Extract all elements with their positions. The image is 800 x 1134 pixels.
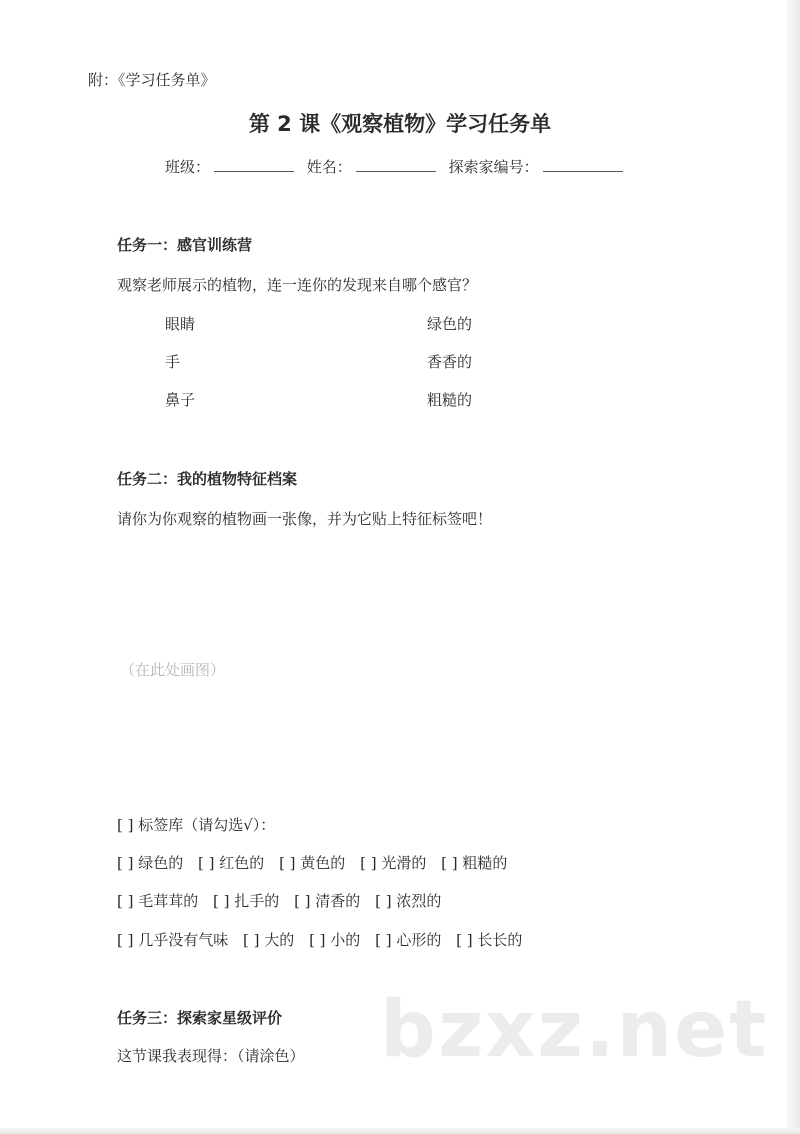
tag-checkbox[interactable]: [ ] 心形的 <box>375 931 442 949</box>
tag-checkbox[interactable]: [ ] 绿色的 <box>117 854 184 872</box>
tag-library-label[interactable]: [ ] 标签库（请勾选√）： <box>117 816 276 834</box>
page-bottom-edge <box>0 1128 800 1134</box>
class-label: 班级： <box>165 158 211 176</box>
sense-organ-item[interactable]: 手 <box>165 353 181 371</box>
task1-prompt: 观察老师展示的植物，连一连你的发现来自哪个感官？ <box>117 276 478 294</box>
sense-organ-item[interactable]: 眼睛 <box>165 315 196 333</box>
tag-checkbox[interactable]: [ ] 长长的 <box>456 931 523 949</box>
tag-checkbox[interactable]: [ ] 毛茸茸的 <box>117 892 199 910</box>
page-title: 第 2 课《观察植物》学习任务单 <box>248 112 552 136</box>
tag-checkbox[interactable]: [ ] 浓烈的 <box>375 892 442 910</box>
name-label: 姓名： <box>306 158 352 176</box>
tag-checkbox[interactable]: [ ] 大的 <box>243 931 295 949</box>
observation-item[interactable]: 绿色的 <box>427 315 473 333</box>
task2-prompt: 请你为你观察的植物画一张像，并为它贴上特征标签吧！ <box>117 510 493 528</box>
task3-heading: 任务三：探索家星级评价 <box>117 1009 283 1027</box>
tag-row <box>117 930 532 950</box>
task2-heading: 任务二：我的植物特征档案 <box>117 470 298 488</box>
tag-checkbox[interactable]: [ ] 小的 <box>309 931 361 949</box>
sense-organ-item[interactable]: 鼻子 <box>165 391 196 409</box>
tag-checkbox[interactable]: [ ] 几乎没有气味 <box>117 931 229 949</box>
tag-checkbox[interactable]: [ ] 清香的 <box>294 892 361 910</box>
tag-checkbox[interactable]: [ ] 扎手的 <box>213 892 280 910</box>
drawing-area-hint[interactable]: （在此处画图） <box>120 661 226 679</box>
appendix-label: 附：《学习任务单》 <box>88 71 216 89</box>
watermark: bzxz.net <box>380 985 769 1075</box>
tag-row <box>117 891 451 911</box>
tag-checkbox[interactable]: [ ] 红色的 <box>198 854 265 872</box>
tag-checkbox[interactable]: [ ] 光滑的 <box>360 854 427 872</box>
tag-row <box>117 853 517 873</box>
explorer-number-label: 探索家编号： <box>448 158 539 176</box>
class-blank[interactable] <box>214 157 294 172</box>
observation-item[interactable]: 香香的 <box>427 353 473 371</box>
student-info-line <box>165 157 631 177</box>
tag-checkbox[interactable]: [ ] 黄色的 <box>279 854 346 872</box>
page-edge <box>786 0 800 1134</box>
task1-heading: 任务一：感官训练营 <box>117 236 253 254</box>
tag-checkbox[interactable]: [ ] 粗糙的 <box>441 854 508 872</box>
explorer-number-blank[interactable] <box>543 157 623 172</box>
observation-item[interactable]: 粗糙的 <box>427 391 473 409</box>
name-blank[interactable] <box>356 157 436 172</box>
task3-prompt: 这节课我表现得：（请涂色） <box>117 1047 305 1065</box>
